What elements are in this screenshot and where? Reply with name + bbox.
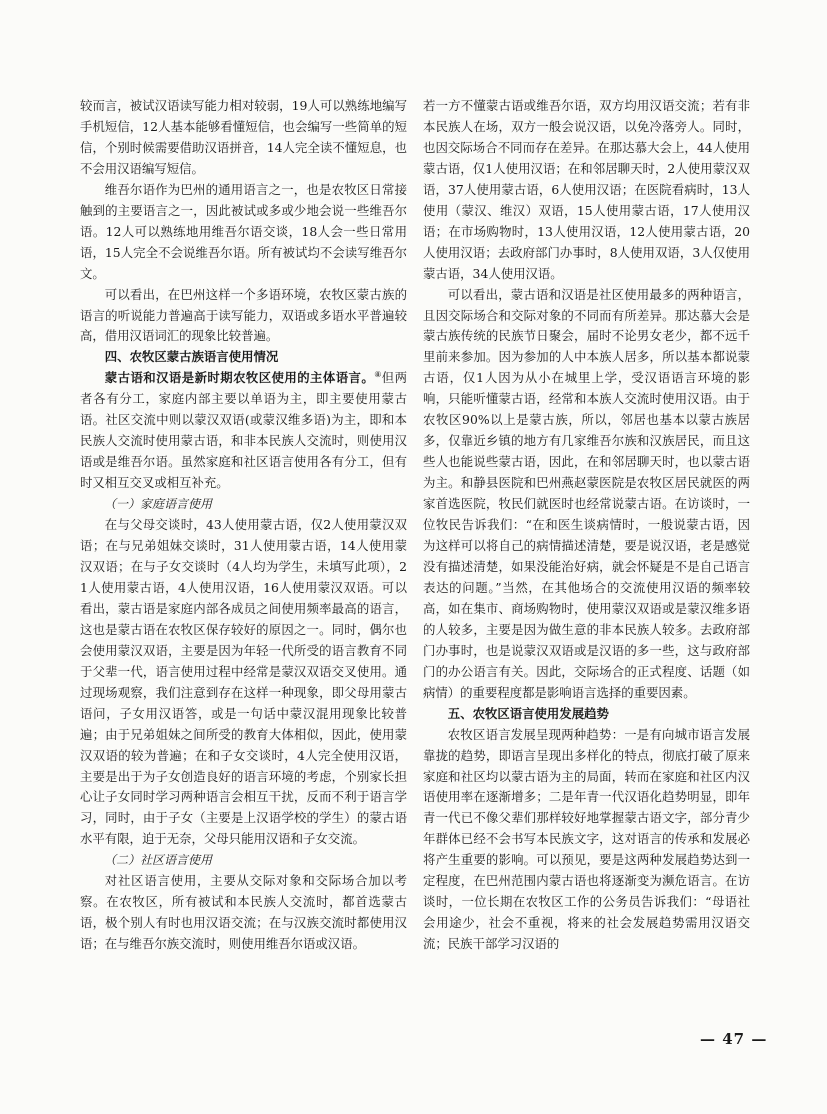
section-heading-5: 五、农牧区语言使用发展趋势 [447,705,609,721]
paragraph: 对社区语言使用，主要从交际对象和交际场合加以考察。在农牧区，所有被试和本民族人交流时，都首选蒙古语，极个别人有时也用汉语交流；在与汉族交流时都使用汉语；在与维吾尔族交流时，则使用维吾尔语或汉语。 [80,873,407,952]
section-heading-4: 四、农牧区蒙古族语言使用情况 [104,349,279,365]
right-column [423,96,750,955]
subsection-heading-community: （二）社区语言使用 [104,853,213,868]
subsection-heading-family: （一）家庭语言使用 [104,497,213,512]
paragraph: 可以看出，在巴州这样一个多语环境，农牧区蒙古族的语言的听说能力普遍高于读写能力，双语或多语水平普遍较高，借用汉语词汇的现象比较普遍。 [80,286,407,344]
paragraph: 在与父母交谈时，43人使用蒙古语，仅2人使用蒙汉双语；在与兄弟姐妹交谈时，31人使用蒙古语，14人使用蒙汉双语；在与子女交谈时（4人均为学生，未填写此项），21人使用蒙古语，4人使用汉语，16人使用蒙汉双语。可以看出，蒙古语是家庭内部各成员之间使用频率最高的语言，这也是蒙古语在农牧区保存较好的原因之一。同时，偶尔也会使用蒙汉双语，主要是因为年轻一代所受的语言教育不同于父辈一代，语言使用过程中经常是蒙汉双语交叉使用。通过现场观察，我们注意到存在这样一种现象，即父母用蒙古语问，子女用汉语答，或是一句话中蒙汉混用现象比较普遍；由于兄弟姐妹之间所受的教育大体相似，因此，使用蒙汉双语的较为普遍；在和子女交谈时，4人完全使用汉语，主要是出于为子女创造良好的语言环境的考虑，个别家长担心让子女同时学习两种语言会相互干扰，反而不利于语言学习，同时，由于子女（主要是上汉语学校的学生）的蒙古语水平有限，迫于无奈，父母只能用汉语和子女交流。 [80,517,407,847]
paragraph: 若一方不懂蒙古语或维吾尔语，双方均用汉语交流；若有非本民族人在场，双方一般会说汉语，以免冷落旁人。同时，也因交际场合不同而存在差异。在那达慕大会上，44人使用蒙古语，仅1人使用汉语；在和邻居聊天时，2人使用蒙汉双语，37人使用蒙古语，6人使用汉语；在医院看病时，13人使用（蒙汉、维汉）双语，15人使用蒙古语，17人使用汉语；在市场购物时，13人使用汉语，12人使用蒙古语，20人使用汉语；去政府部门办事时，8人使用双语，3人仅使用蒙古语，34人使用汉语。 [423,98,750,281]
page-number: — 47 — [700,1030,768,1048]
paragraph: 农牧区语言发展呈现两种趋势：一是有向城市语言发展靠拢的趋势，即语言呈现出多样化的特点，彻底打破了原来家庭和社区均以蒙古语为主的局面，转而在家庭和社区内汉语使用率在逐渐增多；二是年青一代汉语化趋势明显，即年青一代已不像父辈们那样较好地掌握蒙古语文字，部分青少年群体已经不会书写本民族文字，这对语言的传承和发展必将产生重要的影响。可以预见，要是这两种发展趋势达到一定程度，在巴州范围内蒙古语也将逐渐变为濒危语言。在访谈时，一位长期在农牧区工作的公务员告诉我们：“母语社会用途少，社会不重视，将来的社会发展趋势需用汉语交流；民族干部学习汉语的 [423,726,750,952]
paragraph: 维吾尔语作为巴州的通用语言之一，也是农牧区日常接触到的主要语言之一，因此被试或多或少地会说一些维吾尔语。12人可以熟练地用维吾尔语交谈，18人会一些日常用语，15人完全不会说维吾尔语。所有被试均不会读写维吾尔文。 [80,181,407,281]
left-column [80,96,407,955]
footnote-mark: ⑧ [374,370,382,380]
paragraph: 可以看出，蒙古语和汉语是社区使用最多的两种语言，且因交际场合和交际对象的不同而有所差异。那达慕大会是蒙古族传统的民族节日聚会，届时不论男女老少，都不远千里前来参加。因为参加的人中本族人居多，所以基本都说蒙古语，仅1人因为从小在城里上学，受汉语语言环境的影响，只能听懂蒙古语，经常和本族人交流时使用汉语。由于农牧区90%以上是蒙古族，所以，邻居也基本以蒙古族居多，仅靠近乡镇的地方有几家维吾尔族和汉族居民，而且这些人也能说些蒙古语，因此，在和邻居聊天时，也以蒙古语为主。和静县医院和巴州燕赵蒙医院是农牧区居民就医的两家首选医院，牧民们就医时也经常说蒙古语。在访谈时，一位牧民告诉我们：“在和医生谈病情时，一般说蒙古语，因为这样可以将自己的病情描述清楚，要是说汉语，老是感觉没有描述清楚，如果没能治好病，就会怀疑是不是自己语言表达的问题。”当然，在其他场合的交流使用汉语的频率较高，如在集市、商场购物时，使用蒙汉双语或是蒙汉维多语的人较多，主要是因为做生意的非本民族人较多。去政府部门办事时，也是说蒙汉双语或是汉语的多一些，这与政府部门的办公语言有关。因此，交际场合的正式程度、话题（如病情）的重要程度都是影响语言选择的重要因素。 [423,286,750,700]
key-sentence: 蒙古语和汉语是新时期农牧区使用的主体语言。 [104,370,375,386]
paragraph-text: 但两者各有分工，家庭内部主要以单语为主，即主要使用蒙古语。社区交流中则以蒙汉双语(或蒙汉维多语)为主，即和本民族人交流时使用蒙古语，和非本民族人交流时，则使用汉语或是维吾尔语。虽然家庭和社区语言使用各有分工，但有时又相互交叉或相互补充。 [80,370,408,491]
paragraph: 较而言，被试汉语读写能力相对较弱，19人可以熟练地编写手机短信，12人基本能够看懂短信，也会编写一些简单的短信，个别时候需要借助汉语拼音，14人完全读不懂短息，也不会用汉语编写短信。 [80,98,407,176]
paragraph [80,368,407,494]
